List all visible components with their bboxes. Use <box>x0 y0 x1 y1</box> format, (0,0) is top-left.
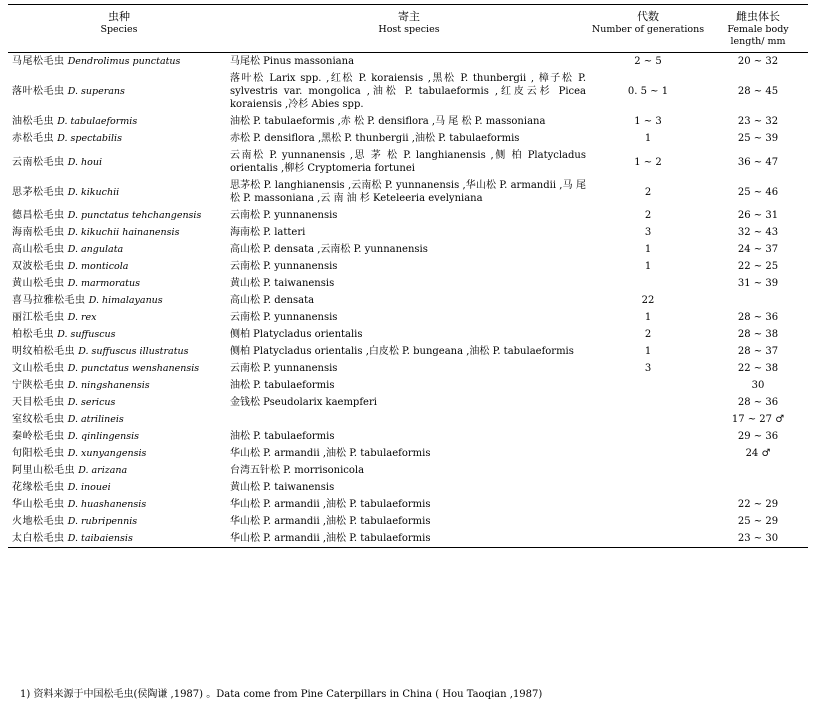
table-row <box>8 241 808 258</box>
body-length-cell: 23 ~ 30 <box>708 530 808 548</box>
header-generations <box>588 5 708 53</box>
species-cell <box>8 428 230 445</box>
species-chinese-name: 思茅松毛虫 <box>12 186 65 198</box>
species-cell <box>8 53 230 71</box>
species-chinese-name: 华山松毛虫 <box>12 499 65 510</box>
species-cell <box>8 113 230 130</box>
species-chinese-name: 黄山松毛虫 <box>12 278 65 289</box>
generations-cell: 2 ~ 5 <box>634 56 662 67</box>
species-chinese-name: 宁陕松毛虫 <box>12 380 65 391</box>
body-length-cell: 30 <box>751 380 765 391</box>
table-row <box>8 377 808 394</box>
species-cell <box>8 411 230 428</box>
species-scientific-name: Dendrolimus punctatus <box>67 56 181 67</box>
species-cell <box>8 224 230 241</box>
generations-cell: 2 <box>644 186 652 198</box>
species-cell <box>8 70 230 113</box>
host-cell: 油松 P. tabulaeformis ,赤 松 P. densiflora ,马 尾 松 P. massoniana <box>230 116 546 127</box>
species-chinese-name: 德昌松毛虫 <box>12 210 65 221</box>
species-chinese-name: 喜马拉雅松毛虫 <box>12 295 86 306</box>
species-cell <box>8 377 230 394</box>
generations-cell <box>588 275 708 292</box>
species-chinese-name: 云南松毛虫 <box>12 156 65 168</box>
species-scientific-name: D. tabulaeformis <box>57 116 138 127</box>
species-chinese-name: 室纹松毛虫 <box>12 414 65 425</box>
header-gen-zh: 代数 <box>637 10 659 23</box>
species-chinese-name: 旬阳松毛虫 <box>12 448 65 459</box>
body-length-cell: 25 ~ 29 <box>737 516 779 527</box>
host-cell: 华山松 P. armandii ,油松 P. tabulaeformis <box>230 530 588 548</box>
body-length-cell: 29 ~ 36 <box>737 431 779 442</box>
generations-cell: 3 <box>644 227 652 238</box>
table-row <box>8 53 808 71</box>
generations-cell: 1 <box>644 312 652 323</box>
species-scientific-name: D. inouei <box>67 482 111 493</box>
body-length-cell: 20 ~ 32 <box>737 56 779 67</box>
body-length-cell: 24 ~ 37 <box>737 244 779 255</box>
table-body <box>8 53 808 548</box>
species-scientific-name: D. punctatus tehchangensis <box>67 210 202 221</box>
host-cell: 华山松 P. armandii ,油松 P. tabulaeformis <box>230 499 431 510</box>
table-row <box>8 428 808 445</box>
header-species <box>8 5 230 53</box>
species-cell <box>8 130 230 147</box>
species-scientific-name: D. kikuchii hainanensis <box>67 227 180 238</box>
header-len-en: Female body length/ mm <box>727 24 789 47</box>
host-cell: 黄山松 P. taiwanensis <box>230 482 335 493</box>
table-row <box>8 113 808 130</box>
table-row <box>8 326 808 343</box>
table-row <box>8 479 808 496</box>
header-species-en: Species <box>100 24 138 35</box>
species-cell <box>8 147 230 177</box>
table-row <box>8 394 808 411</box>
table-row <box>8 224 808 241</box>
species-cell <box>8 496 230 513</box>
generations-cell: 2 <box>644 329 652 340</box>
generations-cell <box>588 479 708 496</box>
host-cell: 台湾五针松 P. morrisonicola <box>230 465 365 476</box>
species-cell <box>8 394 230 411</box>
species-cell <box>8 530 230 548</box>
body-length-cell <box>708 479 808 496</box>
host-cell: 云南松 P. yunnanensis ,思 茅 松 P. langhianensis ,侧 柏 Platycladus orientalis ,柳杉 Cryptomeria fortunei <box>230 150 586 174</box>
generations-cell <box>588 462 708 479</box>
host-cell: 海南松 P. latteri <box>230 227 306 238</box>
species-scientific-name: D. marmoratus <box>67 278 140 289</box>
body-length-cell: 31 ~ 39 <box>737 278 779 289</box>
species-scientific-name: D. kikuchii <box>67 186 120 198</box>
species-cell <box>8 360 230 377</box>
species-scientific-name: D. himalayanus <box>88 295 163 306</box>
species-chinese-name: 落叶松毛虫 <box>12 86 65 97</box>
table-row <box>8 292 808 309</box>
species-cell <box>8 292 230 309</box>
table-header <box>8 5 808 53</box>
species-chinese-name: 阿里山松毛虫 <box>12 465 75 476</box>
header-host-en: Host species <box>378 24 440 35</box>
generations-cell <box>588 513 708 530</box>
header-gen-en: Number of generations <box>591 24 705 35</box>
generations-cell <box>588 445 708 462</box>
generations-cell: 1 <box>644 244 652 255</box>
species-scientific-name: D. suffuscus <box>57 329 116 340</box>
table-row <box>8 147 808 177</box>
species-scientific-name: D. spectabilis <box>57 133 122 144</box>
species-chinese-name: 天目松毛虫 <box>12 397 65 408</box>
species-chinese-name: 双波松毛虫 <box>12 261 65 272</box>
body-length-cell: 22 ~ 25 <box>737 261 779 272</box>
body-length-cell: 28 ~ 36 <box>737 397 779 408</box>
host-cell: 马尾松 Pinus massoniana <box>230 56 355 67</box>
table-row <box>8 530 808 548</box>
table-row <box>8 496 808 513</box>
generations-cell <box>588 377 708 394</box>
species-cell <box>8 479 230 496</box>
generations-cell <box>588 530 708 548</box>
host-cell: 云南松 P. yunnanensis <box>230 261 338 272</box>
generations-cell: 22 <box>641 295 655 306</box>
table-row <box>8 70 808 113</box>
generations-cell <box>588 394 708 411</box>
species-chinese-name: 柏松毛虫 <box>12 329 54 340</box>
species-chinese-name: 丽江松毛虫 <box>12 312 65 323</box>
body-length-cell: 25 ~ 46 <box>737 186 779 198</box>
species-scientific-name: D. sericus <box>67 397 116 408</box>
body-length-cell: 22 ~ 29 <box>737 499 779 510</box>
species-cell <box>8 326 230 343</box>
table-row <box>8 258 808 275</box>
host-cell: 赤松 P. densiflora ,黑松 P. thunbergii ,油松 P. tabulaeformis <box>230 133 520 144</box>
species-chinese-name: 火地松毛虫 <box>12 516 65 527</box>
generations-cell: 2 <box>644 210 652 221</box>
body-length-cell: 32 ~ 43 <box>737 227 779 238</box>
species-cell <box>8 275 230 292</box>
species-scientific-name: D. atrilineis <box>67 414 124 425</box>
host-cell: 侧柏 Platycladus orientalis ,白皮松 P. bungeana ,油松 P. tabulaeformis <box>230 346 574 357</box>
table-row <box>8 360 808 377</box>
generations-cell: 1 <box>644 261 652 272</box>
table-row <box>8 513 808 530</box>
host-cell: 油松 P. tabulaeformis <box>230 380 335 391</box>
host-cell <box>230 411 588 428</box>
species-cell <box>8 177 230 207</box>
species-scientific-name: D. superans <box>67 86 125 97</box>
body-length-cell: 28 ~ 37 <box>737 346 779 357</box>
species-table-container <box>8 4 808 548</box>
body-length-cell: 22 ~ 38 <box>737 363 779 374</box>
species-scientific-name: D. xunyangensis <box>67 448 147 459</box>
species-cell <box>8 513 230 530</box>
table-row <box>8 275 808 292</box>
body-length-cell <box>708 462 808 479</box>
species-chinese-name: 太白松毛虫 <box>12 533 65 544</box>
species-scientific-name: D. houi <box>67 156 102 168</box>
body-length-cell: 24 ♂ <box>745 448 771 459</box>
footnote: 1) 资料来源于中国松毛虫(侯陶谦 ,1987) 。Data come from Pine Caterpillars in China ( Hou Taoqian ,1987) <box>20 689 543 700</box>
generations-cell: 1 <box>644 133 652 144</box>
species-cell <box>8 241 230 258</box>
species-scientific-name: D. angulata <box>67 244 124 255</box>
header-length <box>708 5 808 53</box>
species-chinese-name: 明纹柏松毛虫 <box>12 346 75 357</box>
body-length-cell: 28 ~ 36 <box>737 312 779 323</box>
header-species-zh: 虫种 <box>108 10 130 23</box>
host-cell: 华山松 P. armandii ,油松 P. tabulaeformis <box>230 516 431 527</box>
table-row <box>8 411 808 428</box>
species-chinese-name: 高山松毛虫 <box>12 244 65 255</box>
species-chinese-name: 花缘松毛虫 <box>12 482 65 493</box>
host-cell: 高山松 P. densata ,云南松 P. yunnanensis <box>230 244 428 255</box>
table-row <box>8 445 808 462</box>
header-host-zh: 寄主 <box>398 10 420 23</box>
species-scientific-name: D. taibaiensis <box>67 533 133 544</box>
host-cell: 金钱松 Pseudolarix kaempferi <box>230 397 377 408</box>
species-chinese-name: 秦岭松毛虫 <box>12 431 65 442</box>
species-cell <box>8 207 230 224</box>
species-scientific-name: D. ningshanensis <box>67 380 150 391</box>
species-cell <box>8 445 230 462</box>
body-length-cell: 36 ~ 47 <box>737 156 779 168</box>
table-row <box>8 343 808 360</box>
host-cell: 落叶松 Larix spp. ,红松 P. koraiensis ,黑松 P. thunbergii , 樟子松 P. sylvestris var. mongolica ,油松 P. tabulaeformis ,红皮云杉 Picea koraiensis ,冷杉 Abies spp. <box>230 73 586 110</box>
species-chinese-name: 海南松毛虫 <box>12 227 65 238</box>
table-row <box>8 309 808 326</box>
species-scientific-name: D. monticola <box>67 261 129 272</box>
generations-cell: 0. 5 ~ 1 <box>627 86 669 97</box>
generations-cell: 1 <box>644 346 652 357</box>
generations-cell: 1 ~ 2 <box>634 156 662 168</box>
species-chinese-name: 马尾松毛虫 <box>12 56 65 67</box>
body-length-cell <box>708 292 808 309</box>
generations-cell: 1 ~ 3 <box>634 116 662 127</box>
host-cell: 高山松 P. densata <box>230 295 315 306</box>
host-cell: 油松 P. tabulaeformis <box>230 431 335 442</box>
species-cell <box>8 309 230 326</box>
table-row <box>8 462 808 479</box>
species-table <box>8 4 808 548</box>
host-cell: 云南松 P. yunnanensis <box>230 312 338 323</box>
host-cell: 华山松 P. armandii ,油松 P. tabulaeformis <box>230 448 431 459</box>
table-row <box>8 130 808 147</box>
species-scientific-name: D. rubripennis <box>67 516 138 527</box>
body-length-cell: 25 ~ 39 <box>737 133 779 144</box>
host-cell: 思茅松 P. langhianensis ,云南松 P. yunnanensis ,华山松 P. armandii ,马 尾 松 P. massoniana ,云 南 油 杉 Keteleeria evelyniana <box>230 180 586 204</box>
host-cell: 云南松 P. yunnanensis <box>230 363 338 374</box>
species-scientific-name: D. rex <box>67 312 97 323</box>
species-scientific-name: D. arizana <box>78 465 128 476</box>
species-scientific-name: D. qinlingensis <box>67 431 140 442</box>
species-chinese-name: 赤松毛虫 <box>12 133 54 144</box>
species-scientific-name: D. suffuscus illustratus <box>78 346 189 357</box>
species-cell <box>8 258 230 275</box>
body-length-cell: 28 ~ 38 <box>737 329 779 340</box>
header-len-zh: 雌虫体长 <box>736 10 780 23</box>
generations-cell <box>588 428 708 445</box>
generations-cell <box>588 496 708 513</box>
header-host <box>230 5 588 53</box>
species-chinese-name: 文山松毛虫 <box>12 363 65 374</box>
species-chinese-name: 油松毛虫 <box>12 116 54 127</box>
host-cell: 云南松 P. yunnanensis <box>230 210 338 221</box>
species-scientific-name: D. huashanensis <box>67 499 147 510</box>
species-scientific-name: D. punctatus wenshanensis <box>67 363 200 374</box>
table-row <box>8 207 808 224</box>
table-row <box>8 177 808 207</box>
species-cell <box>8 343 230 360</box>
body-length-cell: 26 ~ 31 <box>737 210 779 221</box>
host-cell: 黄山松 P. taiwanensis <box>230 278 335 289</box>
generations-cell: 3 <box>644 363 652 374</box>
body-length-cell: 28 ~ 45 <box>737 86 779 97</box>
generations-cell <box>588 411 708 428</box>
species-cell <box>8 462 230 479</box>
host-cell: 侧柏 Platycladus orientalis <box>230 329 363 340</box>
body-length-cell: 23 ~ 32 <box>737 116 779 127</box>
body-length-cell: 17 ~ 27 ♂ <box>731 414 785 425</box>
